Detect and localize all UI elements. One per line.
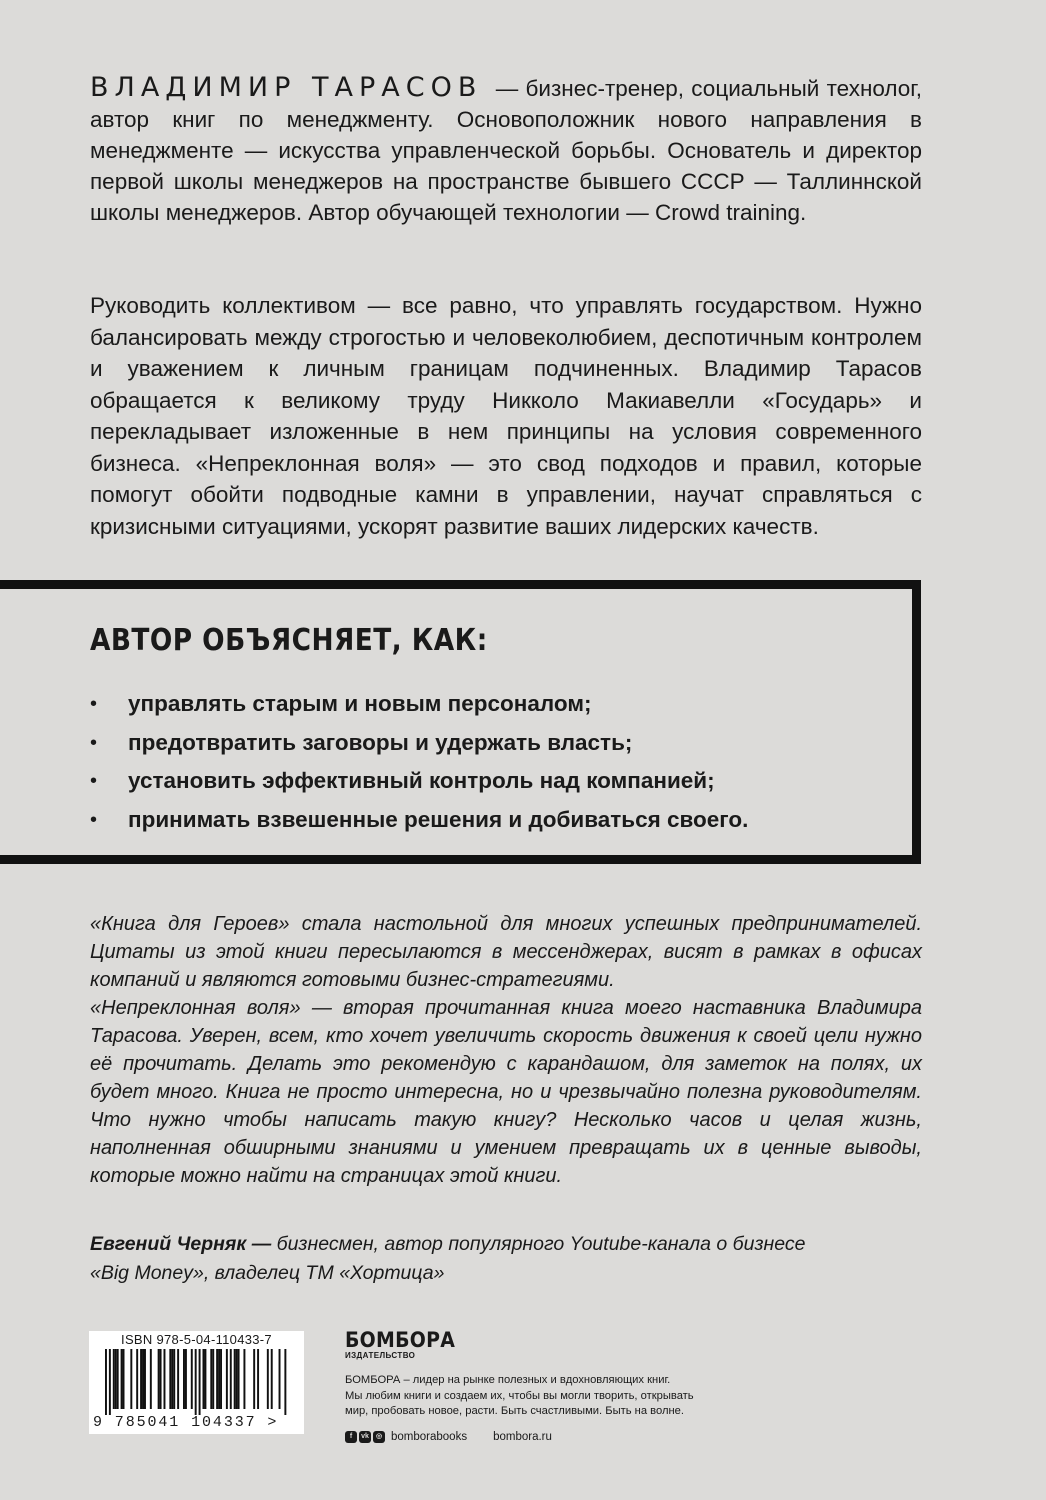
list-item-text: установить эффективный контроль над компанией; (128, 768, 715, 793)
publisher-description (345, 1373, 765, 1420)
barcode-bar (164, 1349, 166, 1409)
barcode-bar (195, 1349, 197, 1415)
author-name: ВЛАДИМИР ТАРАСОВ (90, 72, 483, 103)
barcode-bar (144, 1349, 146, 1409)
barcode-bar (243, 1349, 245, 1409)
publisher-line: Мы любим книги и создаем их, чтобы вы могли творить, открывать (345, 1389, 694, 1402)
barcode-bar (136, 1349, 138, 1409)
barcode-bar (169, 1349, 171, 1409)
barcode-bar (140, 1349, 142, 1409)
barcode-bar (121, 1349, 123, 1409)
key-points-box (0, 580, 921, 864)
list-item (90, 685, 748, 724)
barcode-bar (257, 1349, 259, 1409)
barcode-bar (158, 1349, 160, 1409)
instagram-icon[interactable]: ◎ (373, 1431, 385, 1443)
barcode-bar (191, 1349, 193, 1409)
barcode-bar (171, 1349, 173, 1409)
website-link[interactable]: bombora.ru (493, 1430, 552, 1443)
publisher-block (345, 1330, 765, 1444)
barcode-bar (130, 1349, 132, 1409)
key-points-list (90, 685, 748, 839)
book-summary: Руководить коллективом — все равно, что управлять государством. Нужно балансировать между строгостью и человеколюбием, деспотичным контролем и уважением к личным границам подчиненных. Владимир Тарасов обращается к великому труду Никколо Макиавелли «Государь» и перекладывает изложенные в нем принципы на условия современного бизнеса. «Непреклонная воля» — это свод подходов и правил, которые помогут обойти подводные камни в управлении, научат справляться с кризисными ситуациями, ускорят развитие ваших лидерских качеств. (90, 293, 922, 539)
isbn-number: ISBN 978-5-04-110433-7 (121, 1332, 272, 1347)
barcode-bar (105, 1349, 107, 1415)
barcode-bar (218, 1349, 220, 1409)
barcode-bar (210, 1349, 212, 1409)
list-item-text: управлять старым и новым персоналом; (128, 691, 592, 716)
barcode-bar (177, 1349, 179, 1409)
social-handle-link[interactable]: bomborabooks (391, 1430, 468, 1443)
list-item (90, 801, 748, 840)
barcode-bar (150, 1349, 152, 1409)
vk-icon[interactable]: vk (359, 1431, 371, 1443)
barcode-bar (115, 1349, 117, 1409)
barcode-bar (113, 1349, 115, 1409)
review-paragraph: «Непреклонная воля» — вторая прочитанная книга моего наставника Владимира Тарасова. Уверен, всем, кто хочет увеличить скорость движения к своей цели нужно её прочитать. Делать это рекомендую с карандашом, для заметок на полях, их будет много. Книга не просто интересна, но и чрезвычайно полезна руководителям. Что нужно чтобы написать такую книгу? Несколько часов и целая жизнь, наполненная обширными знаниями и умением превращать их в ценные выводы, которые можно найти на страницах этой книги. (90, 997, 922, 1187)
key-points-title: АВТОР ОБЪЯСНЯЕТ, КАК: (90, 623, 488, 658)
barcode-bar (173, 1349, 175, 1409)
barcode-bar (271, 1349, 273, 1409)
barcode-bar (284, 1349, 286, 1415)
barcode-bar (230, 1349, 232, 1409)
publisher-logo: БОМБОРА (345, 1328, 456, 1352)
publisher-logo-subtitle: ИЗДАТЕЛЬСТВО (345, 1351, 416, 1360)
author-bio (90, 72, 922, 228)
facebook-icon[interactable]: f (345, 1431, 357, 1443)
publisher-line: БОМБОРА – лидер на рынке полезных и вдохновляющих книг. (345, 1374, 671, 1386)
reviewer-role: бизнесмен, автор популярного Youtube-канала о бизнесе «Big Money», владелец ТМ «Хортица» (90, 1233, 806, 1284)
bullet-icon: • (90, 731, 98, 754)
review-paragraph: «Книга для Героев» стала настольной для многих успешных предпринимателей. Цитаты из этой книги пересылаются в мессенджерах, висят в рамках в офисах компаний и являются готовыми бизнес-стратегиями. (90, 913, 922, 991)
barcode-bar (253, 1349, 255, 1409)
barcode-bar (212, 1349, 214, 1409)
bullet-icon: • (90, 770, 98, 792)
reviewer-name: Евгений Черняк — (90, 1233, 272, 1255)
barcode-image (105, 1349, 288, 1415)
barcode-bar (236, 1349, 238, 1409)
barcode-bar (199, 1349, 201, 1415)
barcode-bar (117, 1349, 119, 1409)
review-quote (90, 910, 922, 1190)
barcode-bar (267, 1349, 269, 1409)
barcode-digits: 9 785041 104337 > (93, 1414, 279, 1431)
barcode-bar (238, 1349, 240, 1409)
author-bio-text: — бизнес-тренер, социальный технолог, автор книг по менеджменту. Основоположник нового направления в менеджменте — искусства управленческой борьбы. Основатель и директор первой школы менеджеров на пространстве бывшего СССР — Таллиннской школы менеджеров. Автор обучающей технологии — Crowd training. (90, 76, 922, 225)
barcode-bar (142, 1349, 144, 1409)
bullet-icon: • (90, 808, 98, 831)
isbn-barcode (89, 1331, 304, 1434)
review-attribution (90, 1230, 810, 1288)
list-item-text: принимать взвешенные решения и добиваться своего. (128, 806, 749, 832)
social-icons (345, 1431, 385, 1443)
list-item-text: предотвратить заговоры и удержать власть; (128, 729, 633, 755)
list-item (90, 762, 748, 801)
bullet-icon: • (90, 693, 98, 715)
barcode-bar (203, 1349, 205, 1409)
barcode-bar (160, 1349, 162, 1409)
publisher-links (345, 1430, 765, 1444)
barcode-bar (220, 1349, 222, 1409)
barcode-bar (234, 1349, 236, 1409)
barcode-bar (185, 1349, 187, 1409)
publisher-line: мир, пробовать новое, расти. Быть счастливыми. Быть на волне. (345, 1405, 685, 1417)
barcode-bar (204, 1349, 206, 1409)
barcode-bar (279, 1349, 281, 1409)
barcode-bar (109, 1349, 111, 1415)
barcode-bar (216, 1349, 218, 1409)
list-item (90, 724, 748, 763)
barcode-bar (123, 1349, 125, 1409)
barcode-bar (226, 1349, 228, 1409)
barcode-bar (183, 1349, 185, 1409)
